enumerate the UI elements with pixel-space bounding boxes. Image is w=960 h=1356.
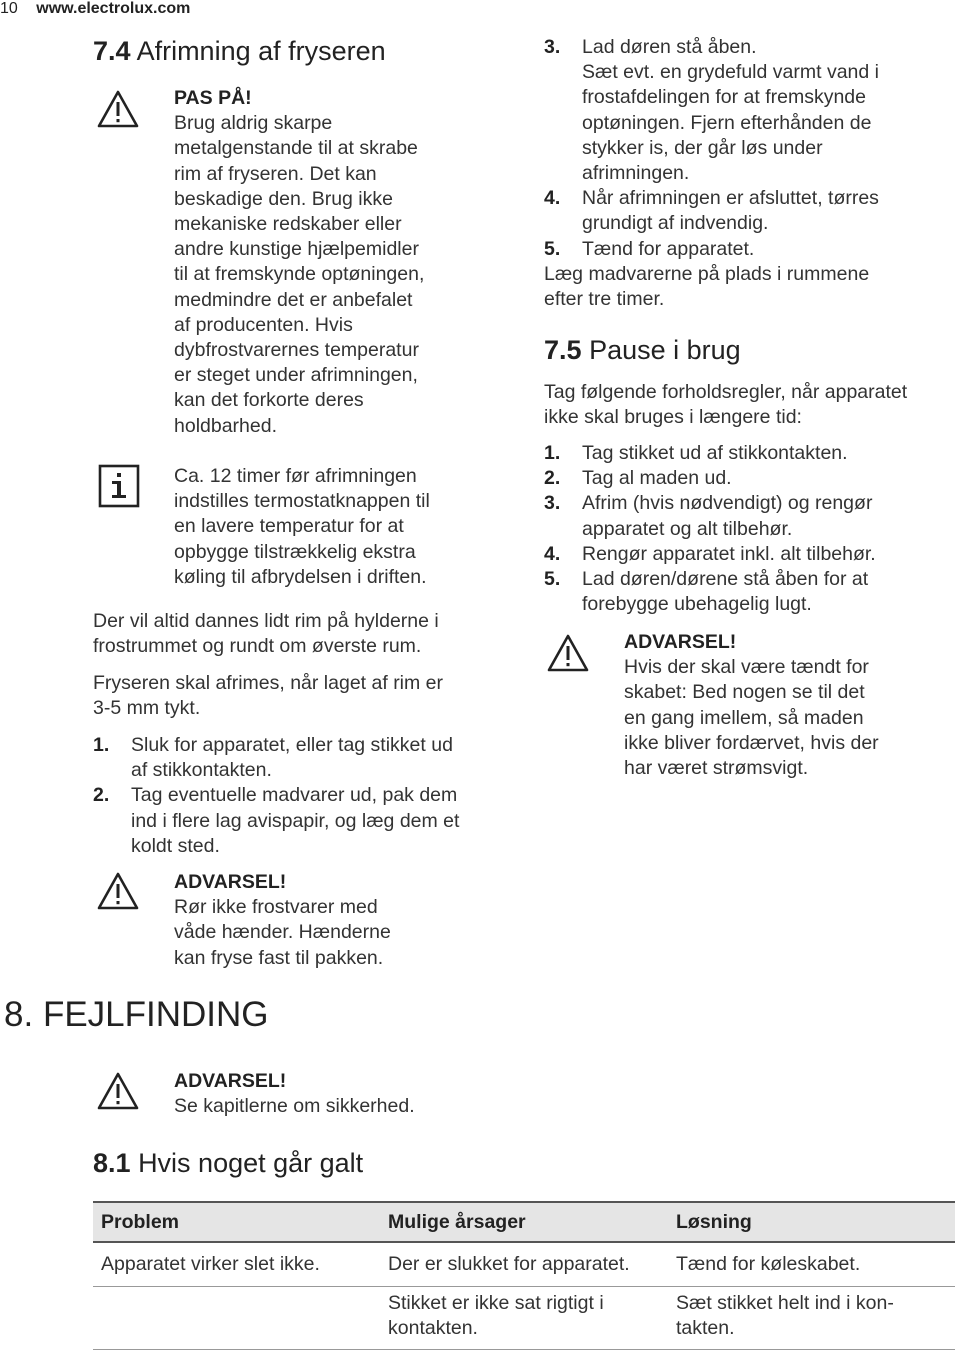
warning-title: ADVARSEL!	[174, 871, 287, 893]
list-item: 3. Afrim (hvis nødvendigt) og rengør apparatet og alt tilbehør.	[544, 492, 873, 540]
safety-warning-box: ADVARSEL! Se kapitlerne om sikkerhed.	[174, 1069, 574, 1119]
info-line: en lavere temperatur for at	[174, 515, 404, 538]
caution-line: mekaniske redskaber eller	[174, 213, 402, 236]
section-8-heading: 8. FEJLFINDING	[4, 995, 269, 1034]
table-row	[93, 1242, 955, 1286]
table-cell: Tænd for køleskabet.	[668, 1242, 955, 1286]
caution-line: af producenten. Hvis	[174, 313, 353, 336]
table-cell	[93, 1286, 380, 1349]
pause-warning-box: ADVARSEL! Hvis der skal være tændt for skabet: Bed nogen se til det en gang imellem, så maden ikke bliver fordærvet, hvis der har været strømsvigt.	[624, 630, 944, 781]
section-7-5-heading: 7.5 Pause i brug	[544, 335, 741, 365]
list-item: 4. Når afrimningen er afsluttet, tørres grundigt af indvendig.	[544, 187, 879, 235]
info-line: indstilles termostatknappen til	[174, 490, 430, 513]
caution-line: Brug aldrig skarpe	[174, 112, 333, 135]
frost-paragraph: Der vil altid dannes lidt rim på hylderne i frostrummet og rundt om øverste rum.	[93, 610, 439, 658]
caution-line: holdbarhed.	[174, 414, 278, 437]
list-item: 5. Tænd for apparatet.	[544, 237, 755, 260]
list-item: 2. Tag al maden ud.	[544, 467, 732, 490]
list-item: 3. Lad døren stå åben. Sæt evt. en grydefuld varmt vand i frostafdelingen for at fremskynde optøningen. Fjern efterhånden de stykker is, der går løs under afrimningen.	[544, 36, 879, 185]
warning-triangle-icon	[546, 632, 590, 676]
caution-line: dybfrostvarernes temperatur	[174, 339, 419, 362]
info-line: køling til afbrydelsen i driften.	[174, 565, 427, 588]
info-line: Ca. 12 timer før afrimningen	[174, 465, 417, 487]
pause-steps-list	[544, 441, 944, 617]
page-number: 10	[0, 0, 18, 17]
info-line: opbygge tilstrækkelig ekstra	[174, 540, 416, 563]
caution-line: til at fremskynde optøningen,	[174, 263, 425, 286]
troubleshooting-table	[93, 1201, 955, 1350]
defrost-threshold-paragraph: Fryseren skal afrimes, når laget af rim er 3-5 mm tykt.	[93, 672, 444, 720]
section-8-1-heading: 8.1 Hvis noget går galt	[93, 1148, 364, 1178]
pause-intro-paragraph: Tag følgende forholdsregler, når apparatet ikke skal bruges i længere tid:	[544, 381, 908, 429]
warning-title: ADVARSEL!	[174, 1070, 287, 1092]
caution-line: metalgenstande til at skrabe	[174, 137, 418, 160]
table-header-row	[93, 1202, 955, 1242]
caution-line: rim af fryseren. Det kan	[174, 162, 377, 185]
frost-warning-box: ADVARSEL! Rør ikke frostvarer med våde hænder. Hænderne kan fryse fast til pakken.	[174, 870, 474, 971]
warning-triangle-icon	[96, 88, 140, 132]
caution-line: andre kunstige hjælpemidler	[174, 238, 419, 261]
table-cell: Der er slukket for apparatet.	[380, 1242, 668, 1286]
website-url: www.electrolux.com	[36, 0, 191, 17]
table-cell: Sæt stikket helt ind i kon- takten.	[668, 1286, 955, 1349]
defrost-steps-continued	[544, 35, 944, 262]
defrost-steps-list	[93, 733, 513, 859]
section-7-4-heading: 7.4 Afrimning af fryseren	[93, 36, 386, 66]
warning-title: ADVARSEL!	[624, 631, 737, 653]
after-steps-paragraph: Læg madvarerne på plads i rummene efter tre timer.	[544, 263, 870, 311]
warning-triangle-icon	[96, 1070, 140, 1114]
caution-title: PAS PÅ!	[174, 87, 252, 109]
list-item: 4. Rengør apparatet inkl. alt tilbehør.	[544, 542, 876, 565]
table-cell: Apparatet virker slet ikke.	[93, 1242, 380, 1286]
list-item: 1. Sluk for apparatet, eller tag stikket ud af stikkontakten.	[93, 734, 453, 782]
table-cell: Stikket er ikke sat rigtigt i kontakten.	[380, 1286, 668, 1349]
info-box	[174, 464, 484, 590]
caution-line: medmindre det er anbefalet	[174, 288, 413, 311]
column-header: Mulige årsager	[380, 1202, 668, 1242]
page-header	[0, 0, 190, 18]
list-item: 5. Lad døren/dørene stå åben for at forebygge ubehagelig lugt.	[544, 568, 869, 616]
caution-line: er steget under afrimningen,	[174, 364, 418, 387]
caution-line: kan det forkorte deres	[174, 389, 364, 412]
list-item: 2. Tag eventuelle madvarer ud, pak dem ind i flere lag avispapir, og læg dem et koldt sted.	[93, 784, 460, 857]
column-header: Problem	[93, 1202, 380, 1242]
info-icon	[98, 464, 140, 508]
caution-line: beskadige den. Brug ikke	[174, 187, 393, 210]
warning-triangle-icon	[96, 870, 140, 914]
column-header: Løsning	[668, 1202, 955, 1242]
list-item: 1. Tag stikket ud af stikkontakten.	[544, 442, 848, 464]
table-row	[93, 1286, 955, 1349]
caution-box	[174, 86, 474, 439]
